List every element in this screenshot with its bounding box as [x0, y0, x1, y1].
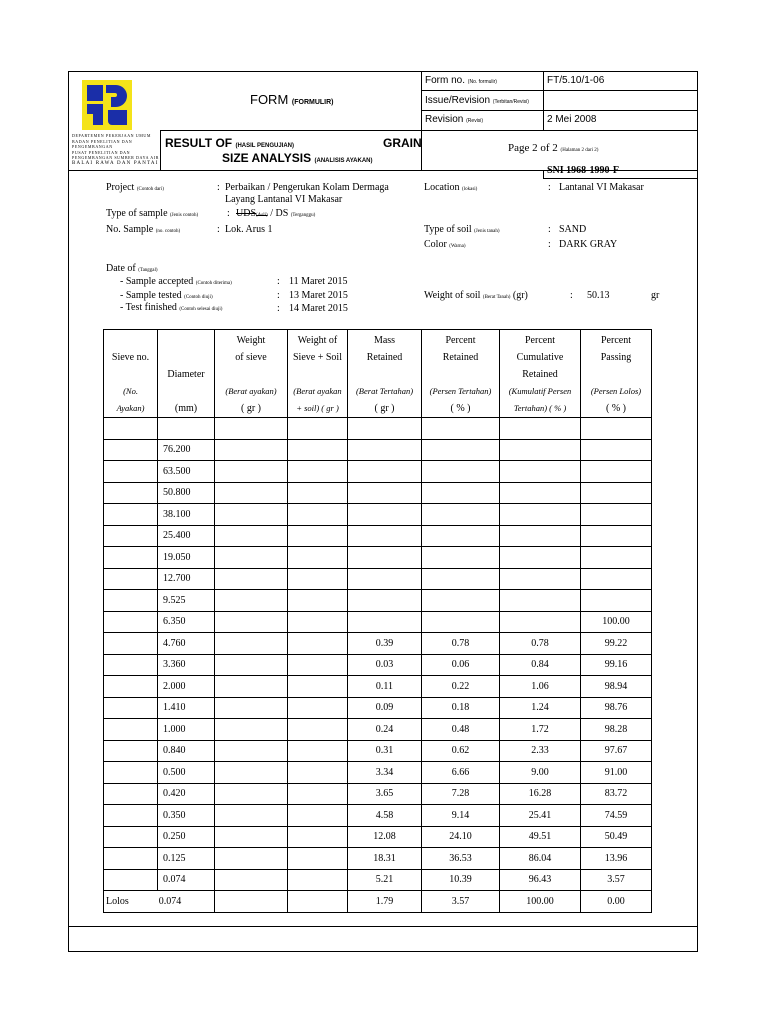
dept-line: PUSAT PENELITIAN DAN PENGEMBANGAN SUMBER DAYA AIR: [72, 149, 159, 161]
percent-retained-cell: [422, 461, 500, 483]
sieve-no-cell: [104, 826, 158, 848]
mass-retained-cell: [348, 525, 422, 547]
header-weight-sieve: Weight of sieve (Berat ayakan) ( gr ): [215, 330, 288, 418]
lolos-weight-sieve: [215, 891, 288, 913]
mass-retained-cell: 18.31: [348, 848, 422, 870]
weight-sieve-cell: [215, 504, 288, 526]
size-analysis: SIZE ANALYSIS (ANALISIS AYAKAN): [222, 151, 373, 165]
table-row: [104, 697, 652, 719]
form-title: [250, 92, 334, 107]
dept-line: BADAN PENELITIAN DAN PENGEMBANGAN: [72, 138, 133, 150]
percent-passing-cell: 3.57: [581, 869, 652, 891]
percent-passing-cell: 98.28: [581, 719, 652, 741]
weight-sieve-cell: [215, 869, 288, 891]
sieve-no-cell: [104, 654, 158, 676]
mass-retained-cell: 4.58: [348, 805, 422, 827]
percent-retained-cell: 0.62: [422, 740, 500, 762]
percent-retained-cell: 0.78: [422, 633, 500, 655]
finished-label: - Test finished (Contoh selesai diuji): [120, 302, 223, 313]
tested-colon: :: [277, 290, 280, 301]
percent-retained-cell: [422, 482, 500, 504]
mass-retained-cell: 12.08: [348, 826, 422, 848]
percent-passing-cell: 99.16: [581, 654, 652, 676]
sieve-no-cell: [104, 805, 158, 827]
mass-retained-cell: 0.11: [348, 676, 422, 698]
sieve-no-cell: [104, 676, 158, 698]
percent-retained-cell: 0.48: [422, 719, 500, 741]
percent-retained-cell: 24.10: [422, 826, 500, 848]
accepted-label: - Sample accepted (Contoh diterima): [120, 276, 232, 287]
weight-soil-cell: [288, 805, 348, 827]
sieve-no-cell: [104, 482, 158, 504]
percent-retained-cell: [422, 590, 500, 612]
mass-retained-cell: 0.09: [348, 697, 422, 719]
sieve-no-cell: [104, 418, 158, 440]
weight-sieve-cell: [215, 826, 288, 848]
percent-cumulative-cell: [500, 504, 581, 526]
mass-retained-cell: 0.24: [348, 719, 422, 741]
issue-label: Issue/Revision (Terbitan/Revisi): [425, 95, 529, 106]
weight-soil-cell: [288, 482, 348, 504]
weight-sieve-cell: [215, 547, 288, 569]
accepted-value: 11 Maret 2015: [289, 276, 348, 287]
percent-cumulative-cell: 1.06: [500, 676, 581, 698]
sieve-no-cell: [104, 439, 158, 461]
percent-retained-cell: 36.53: [422, 848, 500, 870]
weight-sieve-cell: [215, 611, 288, 633]
type-soil-label: Type of soil (Jenis tanah): [424, 224, 500, 235]
weight-sieve-cell: [215, 439, 288, 461]
percent-retained-cell: [422, 525, 500, 547]
mass-retained-cell: [348, 418, 422, 440]
header-weight-sieve-soil: Weight of Sieve + Soil (Berat ayakan + soil) ( gr ): [288, 330, 348, 418]
lolos-mass: 1.79: [348, 891, 422, 913]
sieve-no-cell: [104, 547, 158, 569]
dept-line: BALAI RAWA DAN PANTAI: [72, 160, 159, 166]
date-of-label: Date of (Tanggal): [106, 263, 158, 274]
table-row: [104, 740, 652, 762]
percent-retained-cell: [422, 568, 500, 590]
weight-sieve-cell: [215, 740, 288, 762]
header-percent-retained: Percent Retained (Persen Tertahan) ( % ): [422, 330, 500, 418]
diameter-cell: 19.050: [158, 547, 215, 569]
percent-cumulative-cell: [500, 439, 581, 461]
type-soil-colon: :: [548, 224, 551, 235]
sni-left-line: [543, 170, 544, 178]
percent-cumulative-cell: [500, 611, 581, 633]
header-diameter: Diameter (mm): [158, 330, 215, 418]
mass-retained-cell: [348, 590, 422, 612]
percent-passing-cell: 50.49: [581, 826, 652, 848]
diameter-cell: 63.500: [158, 461, 215, 483]
percent-cumulative-cell: 0.84: [500, 654, 581, 676]
percent-cumulative-cell: 25.41: [500, 805, 581, 827]
diameter-cell: 6.350: [158, 611, 215, 633]
diameter-cell: 50.800: [158, 482, 215, 504]
form-no-value: FT/5.10/1-06: [547, 75, 605, 86]
header-value-divider: [543, 71, 544, 130]
diameter-cell: 1.410: [158, 697, 215, 719]
diameter-cell: 3.360: [158, 654, 215, 676]
table-row: [104, 611, 652, 633]
color-colon: :: [548, 239, 551, 250]
color-label: Color (Warna): [424, 239, 466, 250]
table-row: [104, 439, 652, 461]
table-row: [104, 762, 652, 784]
percent-retained-cell: [422, 547, 500, 569]
percent-retained-cell: [422, 418, 500, 440]
sieve-no-cell: [104, 783, 158, 805]
result-of: RESULT OF (HASIL PENGUJIAN): [165, 136, 295, 150]
lolos-row: [104, 891, 652, 913]
percent-retained-cell: 0.18: [422, 697, 500, 719]
weight-soil-colon: :: [570, 290, 573, 301]
weight-soil-cell: [288, 719, 348, 741]
sieve-no-cell: [104, 525, 158, 547]
weight-soil-cell: [288, 568, 348, 590]
mass-retained-cell: [348, 482, 422, 504]
lolos-weight-soil: [288, 891, 348, 913]
percent-retained-cell: [422, 611, 500, 633]
weight-sieve-cell: [215, 482, 288, 504]
mass-retained-cell: [348, 568, 422, 590]
type-sample-label: Type of sample (Jenis contoh): [106, 208, 199, 219]
sieve-table-body: [104, 418, 652, 891]
type-sample-colon: :: [227, 208, 230, 219]
table-row: [104, 568, 652, 590]
percent-passing-cell: [581, 439, 652, 461]
header-divider: [421, 71, 422, 170]
finished-colon: :: [277, 303, 280, 314]
weight-sieve-cell: [215, 697, 288, 719]
header-row3-line: [160, 130, 698, 131]
location-value: Lantanal VI Makasar: [559, 182, 644, 193]
accepted-colon: :: [277, 276, 280, 287]
diameter-cell: 9.525: [158, 590, 215, 612]
project-value-2: Layang Lantanal VI Makasar: [225, 194, 343, 205]
sieve-no-cell: [104, 568, 158, 590]
weight-soil-cell: [288, 633, 348, 655]
diameter-cell: 0.074: [158, 869, 215, 891]
diameter-cell: 2.000: [158, 676, 215, 698]
table-row: [104, 676, 652, 698]
pu-logo: [82, 80, 132, 130]
diameter-cell: 76.200: [158, 439, 215, 461]
table-row: [104, 418, 652, 440]
dept-line: DEPARTEMEN PEKERJAAN UMUM: [72, 133, 152, 138]
table-row: [104, 525, 652, 547]
sieve-table: [103, 329, 652, 913]
lolos-percent-cumulative: 100.00: [500, 891, 581, 913]
sieve-no-cell: [104, 740, 158, 762]
weight-sieve-cell: [215, 719, 288, 741]
table-row: [104, 590, 652, 612]
form-title-sub: (FORMULIR): [291, 99, 334, 106]
table-row: [104, 547, 652, 569]
percent-retained-cell: 7.28: [422, 783, 500, 805]
lolos-cell: Lolos 0.074: [104, 891, 215, 913]
type-soil-value: SAND: [559, 224, 587, 235]
weight-soil-unit: gr: [651, 290, 660, 301]
table-row: [104, 482, 652, 504]
weight-soil-cell: [288, 697, 348, 719]
percent-cumulative-cell: 96.43: [500, 869, 581, 891]
project-label: Project (Contoh dari): [106, 182, 164, 193]
weight-soil-cell: [288, 611, 348, 633]
percent-passing-cell: [581, 590, 652, 612]
weight-soil-cell: [288, 418, 348, 440]
location-colon: :: [548, 182, 551, 193]
weight-sieve-cell: [215, 525, 288, 547]
table-row: [104, 461, 652, 483]
lolos-percent-passing: 0.00: [581, 891, 652, 913]
table-row: [104, 633, 652, 655]
department-text: [72, 133, 162, 167]
sni-line: [543, 178, 698, 179]
weight-sieve-cell: [215, 418, 288, 440]
percent-retained-cell: 0.22: [422, 676, 500, 698]
percent-passing-cell: [581, 547, 652, 569]
weight-sieve-cell: [215, 762, 288, 784]
sieve-no-cell: [104, 504, 158, 526]
percent-passing-cell: [581, 482, 652, 504]
diameter-cell: 0.420: [158, 783, 215, 805]
percent-cumulative-cell: 16.28: [500, 783, 581, 805]
percent-cumulative-cell: [500, 461, 581, 483]
weight-sieve-cell: [215, 848, 288, 870]
weight-sieve-cell: [215, 461, 288, 483]
footer-line: [68, 926, 698, 927]
header-percent-cumulative: Percent Cumulative Retained (Kumulatif Persen Tertahan) ( % ): [500, 330, 581, 418]
percent-passing-cell: 74.59: [581, 805, 652, 827]
table-row: [104, 848, 652, 870]
mass-retained-cell: 3.65: [348, 783, 422, 805]
percent-cumulative-cell: 9.00: [500, 762, 581, 784]
project-colon: :: [217, 182, 220, 193]
weight-soil-cell: [288, 762, 348, 784]
percent-cumulative-cell: 2.33: [500, 740, 581, 762]
percent-cumulative-cell: 86.04: [500, 848, 581, 870]
percent-cumulative-cell: 0.78: [500, 633, 581, 655]
table-row: [104, 654, 652, 676]
weight-soil-cell: [288, 783, 348, 805]
header-mass-retained: Mass Retained (Berat Tertahan) ( gr ): [348, 330, 422, 418]
percent-passing-cell: 83.72: [581, 783, 652, 805]
page-indicator: Page 2 of 2 (Halaman 2 dari 2): [508, 142, 599, 154]
weight-sieve-cell: [215, 654, 288, 676]
weight-sieve-cell: [215, 805, 288, 827]
mass-retained-cell: 3.34: [348, 762, 422, 784]
percent-cumulative-cell: 49.51: [500, 826, 581, 848]
revision-value: 2 Mei 2008: [547, 114, 597, 125]
weight-soil-cell: [288, 676, 348, 698]
percent-retained-cell: 0.06: [422, 654, 500, 676]
percent-passing-cell: 98.94: [581, 676, 652, 698]
revision-label: Revision (Revisi): [425, 114, 484, 125]
table-row: [104, 805, 652, 827]
weight-sieve-cell: [215, 676, 288, 698]
sieve-no-cell: [104, 719, 158, 741]
form-title-text: FORM: [250, 92, 289, 107]
percent-retained-cell: [422, 439, 500, 461]
form-no-label: Form no. (No. formulir): [425, 75, 497, 86]
percent-cumulative-cell: [500, 590, 581, 612]
type-sample-value: UDS(Asli) / DS (Terganggu): [236, 208, 316, 219]
weight-soil-cell: [288, 869, 348, 891]
diameter-cell: 0.840: [158, 740, 215, 762]
weight-soil-cell: [288, 654, 348, 676]
header-percent-passing: Percent Passing (Persen Lolos) ( % ): [581, 330, 652, 418]
mass-retained-cell: [348, 611, 422, 633]
percent-passing-cell: 91.00: [581, 762, 652, 784]
diameter-cell: 0.125: [158, 848, 215, 870]
weight-soil-cell: [288, 439, 348, 461]
table-row: [104, 719, 652, 741]
weight-soil-cell: [288, 590, 348, 612]
weight-soil-cell: [288, 848, 348, 870]
weight-soil-cell: [288, 740, 348, 762]
diameter-cell: 0.350: [158, 805, 215, 827]
no-sample-value: Lok. Arus 1: [225, 224, 273, 235]
tested-label: - Sample tested (Contoh diuji): [120, 290, 213, 301]
percent-cumulative-cell: [500, 482, 581, 504]
percent-passing-cell: 97.67: [581, 740, 652, 762]
percent-retained-cell: 10.39: [422, 869, 500, 891]
header-row2-line: [421, 110, 698, 111]
percent-passing-cell: [581, 525, 652, 547]
weight-sieve-cell: [215, 590, 288, 612]
color-value: DARK GRAY: [559, 239, 618, 250]
finished-value: 14 Maret 2015: [289, 303, 348, 314]
weight-soil-label: Weight of soil (Berat Tanah) (gr): [424, 290, 528, 301]
percent-retained-cell: 9.14: [422, 805, 500, 827]
mass-retained-cell: 0.03: [348, 654, 422, 676]
diameter-cell: 0.250: [158, 826, 215, 848]
table-row: [104, 783, 652, 805]
diameter-cell: 0.500: [158, 762, 215, 784]
sieve-no-cell: [104, 762, 158, 784]
percent-retained-cell: [422, 504, 500, 526]
weight-soil-cell: [288, 504, 348, 526]
diameter-cell: 4.760: [158, 633, 215, 655]
percent-cumulative-cell: [500, 568, 581, 590]
header-sieve-no: Sieve no. (No. Ayakan): [104, 330, 158, 418]
percent-cumulative-cell: 1.72: [500, 719, 581, 741]
percent-passing-cell: 13.96: [581, 848, 652, 870]
header-row1-line: [421, 90, 698, 91]
mass-retained-cell: [348, 461, 422, 483]
table-row: [104, 826, 652, 848]
sieve-no-cell: [104, 697, 158, 719]
weight-sieve-cell: [215, 783, 288, 805]
percent-cumulative-cell: [500, 547, 581, 569]
mass-retained-cell: [348, 504, 422, 526]
mass-retained-cell: 5.21: [348, 869, 422, 891]
percent-passing-cell: 99.22: [581, 633, 652, 655]
mass-retained-cell: [348, 439, 422, 461]
diameter-cell: 38.100: [158, 504, 215, 526]
diameter-cell: 12.700: [158, 568, 215, 590]
weight-sieve-cell: [215, 568, 288, 590]
lolos-percent-retained: 3.57: [422, 891, 500, 913]
percent-cumulative-cell: 1.24: [500, 697, 581, 719]
project-value-1: Perbaikan / Pengerukan Kolam Dermaga: [225, 182, 389, 193]
diameter-cell: [158, 418, 215, 440]
table-row: [104, 869, 652, 891]
mass-retained-cell: 0.31: [348, 740, 422, 762]
percent-passing-cell: [581, 568, 652, 590]
no-sample-colon: :: [217, 224, 220, 235]
table-header-row: [104, 330, 652, 418]
percent-passing-cell: 100.00: [581, 611, 652, 633]
mass-retained-cell: 0.39: [348, 633, 422, 655]
table-row: [104, 504, 652, 526]
diameter-cell: 1.000: [158, 719, 215, 741]
percent-passing-cell: [581, 418, 652, 440]
sieve-no-cell: [104, 869, 158, 891]
weight-soil-cell: [288, 461, 348, 483]
weight-sieve-cell: [215, 633, 288, 655]
tested-value: 13 Maret 2015: [289, 290, 348, 301]
location-label: Location (lokasi): [424, 182, 478, 193]
weight-soil-cell: [288, 525, 348, 547]
weight-soil-cell: [288, 826, 348, 848]
percent-cumulative-cell: [500, 418, 581, 440]
percent-passing-cell: [581, 504, 652, 526]
percent-cumulative-cell: [500, 525, 581, 547]
percent-retained-cell: 6.66: [422, 762, 500, 784]
sieve-no-cell: [104, 611, 158, 633]
percent-passing-cell: 98.76: [581, 697, 652, 719]
percent-passing-cell: [581, 461, 652, 483]
grain-label: GRAIN: [383, 136, 422, 150]
no-sample-label: No. Sample (no. contoh): [106, 224, 181, 235]
sni-code: SNI 1968-1990-F: [547, 165, 619, 176]
weight-soil-value: 50.13: [587, 290, 610, 301]
weight-soil-cell: [288, 547, 348, 569]
mass-retained-cell: [348, 547, 422, 569]
sieve-no-cell: [104, 461, 158, 483]
sieve-no-cell: [104, 633, 158, 655]
diameter-cell: 25.400: [158, 525, 215, 547]
sieve-no-cell: [104, 590, 158, 612]
sieve-no-cell: [104, 848, 158, 870]
